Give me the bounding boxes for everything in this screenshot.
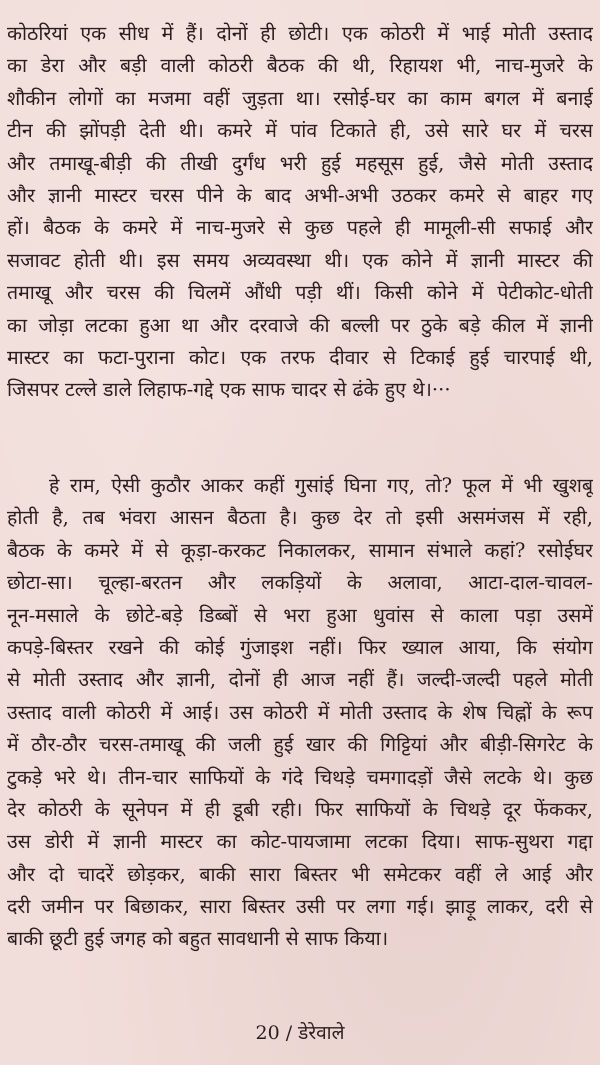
text-line: नून-मसाले के छोटे-बड़े डिब्बों से भरा हुआ धुवांस से काला पड़ा उसमें: [7, 603, 593, 627]
text-line: का जोड़ा लटका हुआ था और दरवाजे की बल्ली पर ठुके बड़े कील में ज्ञानी: [7, 313, 593, 337]
text-line: टीन की झोंपड़ी देती थी। कमरे में पांव टिकाते ही, उसे सारे घर में चरस: [7, 119, 593, 143]
text-line: तमाखू और चरस की चिलमें औंधी पड़ी थीं। किसी कोने में पेटीकोट-धोती: [7, 281, 593, 305]
text-line: हों। बैठक के कमरे में नाच-मुजरे से कुछ पहले ही मामूली-सी सफाई और: [7, 216, 593, 240]
text-line: हे राम, ऐसी कुठौर आकर कहीं गुसांई घिना गए, तो? फूल में भी खुशबू: [49, 474, 593, 497]
text-line: और ज्ञानी मास्टर चरस पीने के बाद अभी-अभी उठकर कमरे से बाहर गए: [7, 183, 593, 207]
text-line: दरी जमीन पर बिछाकर, सारा बिस्तर उसी पर लगा गई। झाड़ू लाकर, दरी से: [7, 895, 593, 919]
text-line: और दो चादरें छोड़कर, बाकी सारा बिस्तर भी समेटकर वहीं ले आई और: [7, 862, 593, 886]
paragraph-1: [7, 18, 593, 407]
text-line: बैठक के कमरे में से कूड़ा-करकट निकालकर, सामान संभाले कहां? रसोईघर: [7, 538, 593, 562]
text-line: का डेरा और बड़ी वाली कोठरी बैठक की थी, रिहायश भी, नाच-मुजरे के: [7, 54, 593, 78]
text-line: और तमाखू-बीड़ी की तीखी दुर्गंध भरी हुई महसूस हुई, जैसे मोती उस्ताद: [7, 151, 593, 175]
paragraph-2: [7, 470, 593, 956]
text-line: होती है, तब भंवरा आसन बैठता है। कुछ देर तो इसी असमंजस में रही,: [7, 506, 593, 530]
text-line: टुकड़े भरे थे। तीन-चार साफियों के गंदे चिथड़े चमगादड़ों जैसे लटके थे। कुछ: [7, 765, 593, 789]
text-line: सजावट होती थी। इस समय अव्यवस्था थी। एक कोने में ज्ञानी मास्टर की: [7, 248, 593, 272]
text-line: शौकीन लोगों का मजमा वहीं जुड़ता था। रसोई-घर का काम बगल में बनाई: [7, 86, 593, 110]
text-line: में ठौर-ठौर चरस-तमाखू की जली हुई खार की गिट्टियां और बीड़ी-सिगरेट के: [7, 733, 593, 757]
text-line: से मोती उस्ताद और ज्ञानी, दोनों ही आज नहीं हैं। जल्दी-जल्दी पहले मोती: [7, 668, 593, 692]
text-line: जिसपर टल्ले डाले लिहाफ-गद्दे एक साफ चादर से ढंके हुए थे।···: [7, 378, 451, 402]
text-line: मास्टर का फटा-पुराना कोट। एक तरफ दीवार से टिकाई हुई चारपाई थी,: [7, 345, 593, 369]
text-line: देर कोठरी के सूनेपन में ही डूबी रही। फिर साफियों के चिथड़े दूर फेंककर,: [7, 797, 593, 821]
text-line: बाकी छूटी हुई जगह को बहुत सावधानी से साफ किया।: [7, 927, 389, 951]
text-line: कोठरियां एक सीध में हैं। दोनों ही छोटी। एक कोठरी में भाई मोती उस्ताद: [7, 22, 593, 45]
page-footer: 20 / डेरेवाले: [255, 1022, 345, 1044]
text-line: उस डोरी में ज्ञानी मास्टर का कोट-पायजामा लटका दिया। साफ-सुथरा गद्दा: [7, 830, 593, 854]
text-line: कपड़े-बिस्तर रखने की कोई गुंजाइश नहीं। फिर ख्याल आया, कि संयोग: [7, 635, 593, 659]
text-line: उस्ताद वाली कोठरी में आई। उस कोठरी में मोती उस्ताद के शेष चिह्नों के रूप: [7, 700, 593, 724]
text-line: छोटा-सा। चूल्हा-बरतन और लकड़ियों के अलावा, आटा-दाल-चावल-: [7, 571, 593, 595]
